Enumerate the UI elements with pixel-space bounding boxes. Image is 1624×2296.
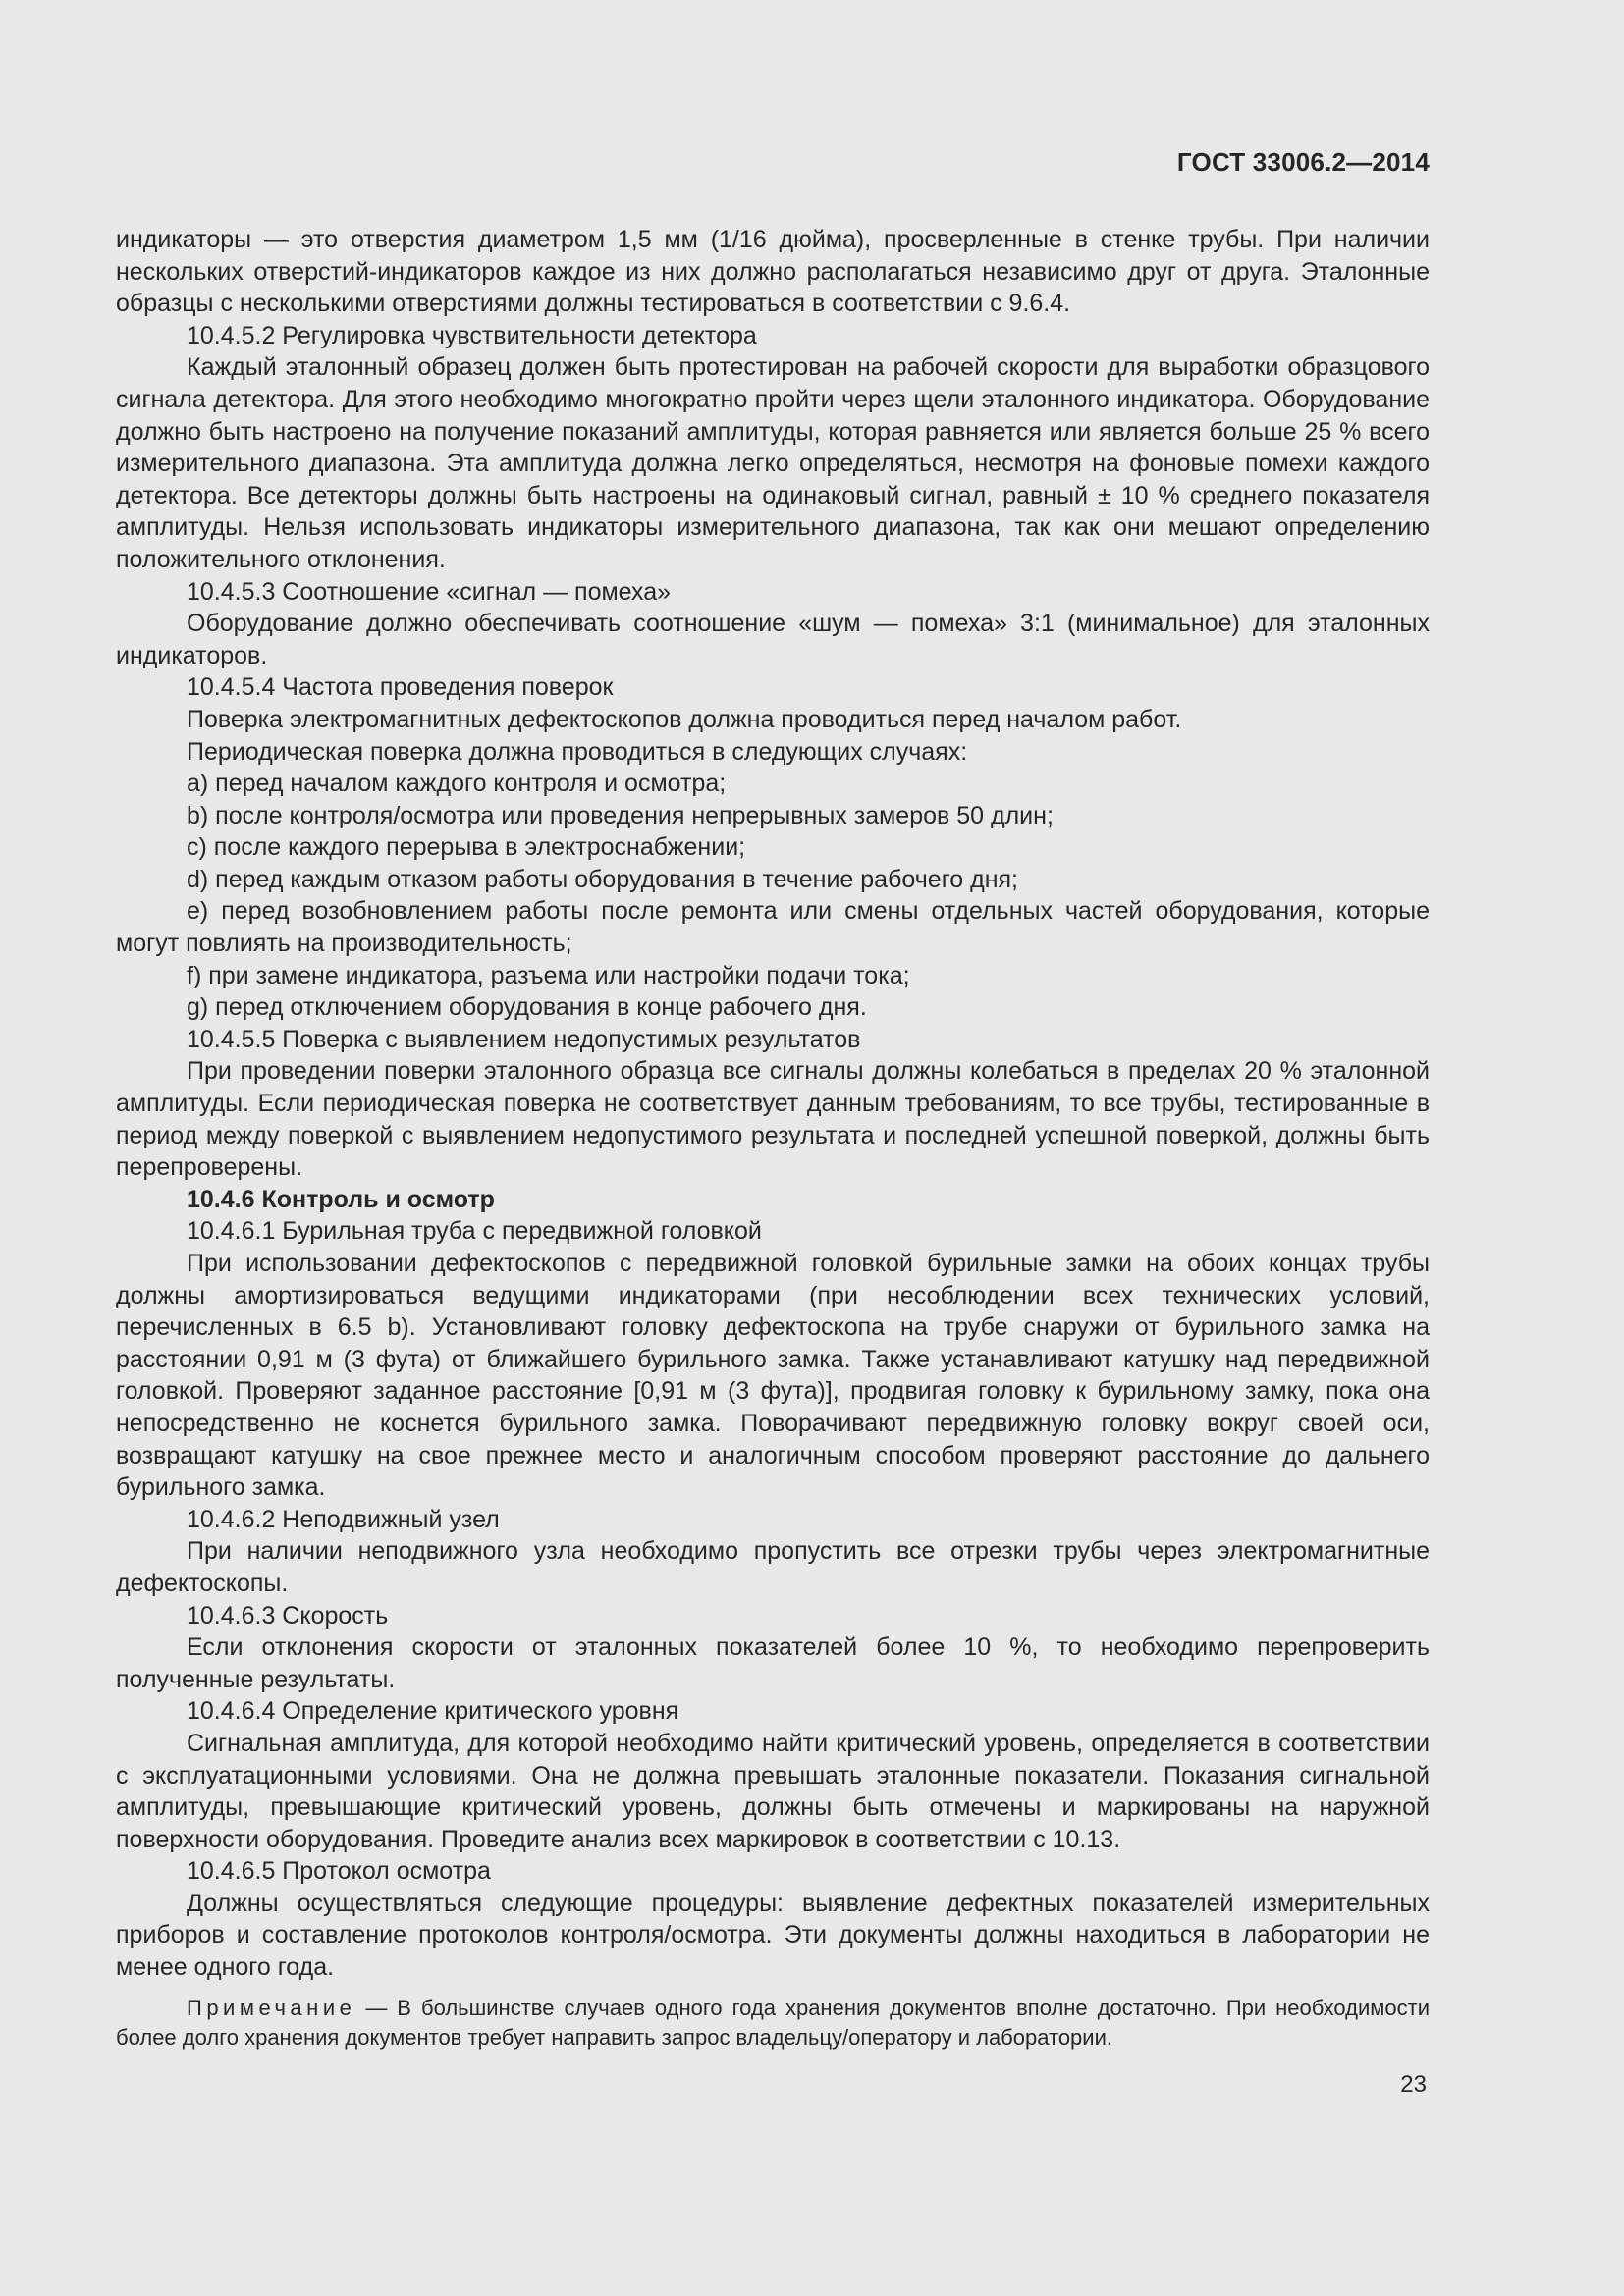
section-heading-10-4-6-4: 10.4.6.4 Определение критического уровня	[187, 1697, 679, 1726]
list-item: f) при замене индикатора, разъема или настройки подачи тока;	[187, 961, 910, 989]
section-heading-10-4-5-2: 10.4.5.2 Регулировка чувствительности детектора	[187, 321, 757, 349]
section-heading-10-4-5-3: 10.4.5.3 Соотношение «сигнал — помеха»	[187, 577, 672, 606]
list-item: b) после контроля/осмотра или проведения непрерывных замеров 50 длин;	[187, 801, 1054, 829]
paragraph: При использовании дефектоскопов с передвижной головкой бурильные замки на обоих концах трубы должны амортизироваться ведущими индикаторами (при несоблюдении всех технических условий, перечисленных в 6.5 b). Установливают головку дефектоскопа на трубе снаружи от бурильного замка на расстоянии 0,91 м (3 фута) от ближайшего бурильного замка. Также устанавливают катушку над передвижной головкой. Проверяют заданное расстояние [0,91 м (3 фута)], продвигая головку к бурильному замку, пока она непосредственно не коснется бурильного замка. Поворачивают передвижную головку вокруг своей оси, возвращают катушку на свое прежнее место и аналогичным способом проверяют расстояние до дальнего бурильного замка.	[116, 1250, 1430, 1502]
paragraph: Сигнальная амплитуда, для которой необходимо найти критический уровень, определяется в соответствии с эксплуатационными условиями. Она не должна превышать эталонные показатели. Показания сигнальной амплитуды, превышающие критический уровень, должны быть отмечены и маркированы на наружной поверхности оборудования. Проведите анализ всех маркировок в соответствии с 10.13.	[116, 1729, 1430, 1853]
document-body	[116, 224, 1430, 2053]
paragraph: При проведении поверки эталонного образца все сигналы должны колебаться в пределах 20 % эталонной амплитуды. Если периодическая поверка не соответствует данным требованиям, то все трубы, тестированные в период между поверкой с выявлением недопустимого результата и последней успешной поверкой, должны быть перепроверены.	[116, 1057, 1430, 1182]
paragraph-continuation: индикаторы — это отверстия диаметром 1,5 мм (1/16 дюйма), просверленные в стенке трубы. При наличии нескольких отверстий-индикаторов каждое из них должно располагаться независимо друг от друга. Эталонные образцы с несколькими отверстиями должны тестироваться в соответствии с 9.6.4.	[116, 226, 1430, 318]
section-heading-10-4-6-5: 10.4.6.5 Протокол осмотра	[187, 1857, 491, 1886]
note-label: Примечание	[187, 1995, 356, 2020]
list-item: g) перед отключением оборудования в конце рабочего дня.	[187, 993, 867, 1022]
section-heading-10-4-5-5: 10.4.5.5 Поверка с выявлением недопустимых результатов	[187, 1025, 861, 1053]
note	[116, 1994, 1430, 2053]
paragraph: Периодическая поверка должна проводиться в следующих случаях:	[187, 737, 968, 766]
paragraph: При наличии неподвижного узла необходимо пропустить все отрезки трубы через электромагнитные дефектоскопы.	[116, 1537, 1430, 1597]
paragraph: Оборудование должно обеспечивать соотношение «шум — помеха» 3:1 (минимальное) для эталонных индикаторов.	[116, 610, 1430, 669]
paragraph: Должны осуществляться следующие процедуры: выявление дефектных показателей измерительных приборов и составление протоколов контроля/осмотра. Эти документы должны находиться в лаборатории не менее одного года.	[116, 1889, 1430, 1982]
paragraph: Каждый эталонный образец должен быть протестирован на рабочей скорости для выработки образцового сигнала детектора. Для этого необходимо многократно пройти через щели эталонного индикатора. Оборудование должно быть настроено на получение показаний амплитуды, которая равняется или является больше 25 % всего измерительного диапазона. Эта амплитуда должна легко определяться, несмотря на фоновые помехи каждого детектора. Все детекторы должны быть настроены на одинаковый сигнал, равный ± 10 % среднего показателя амплитуды. Нельзя использовать индикаторы измерительного диапазона, так как они мешают определению положительного отклонения.	[116, 353, 1430, 573]
paragraph: Если отклонения скорости от эталонных показателей более 10 %, то необходимо перепроверить полученные результаты.	[116, 1633, 1430, 1693]
section-heading-10-4-5-4: 10.4.5.4 Частота проведения поверок	[187, 673, 614, 702]
list-item: a) перед началом каждого контроля и осмотра;	[187, 770, 727, 798]
page-number: 23	[1400, 2071, 1427, 2098]
section-heading-10-4-6-3: 10.4.6.3 Скорость	[187, 1601, 389, 1629]
list-item: e) перед возобновлением работы после ремонта или смены отдельных частей оборудования, которые могут повлиять на производительность;	[116, 897, 1430, 958]
list-item: c) после каждого перерыва в электроснабжении;	[187, 833, 746, 862]
paragraph: Поверка электромагнитных дефектоскопов должна проводиться перед началом работ.	[187, 705, 1182, 733]
note-text: — В большинстве случаев одного года хранения документов вполне достаточно. При необходимости более долго хранения документов требует направить запрос владельцу/оператору и лаборатории.	[116, 1995, 1430, 2050]
section-heading-10-4-6-2: 10.4.6.2 Неподвижный узел	[187, 1505, 500, 1533]
section-heading-10-4-6: 10.4.6 Контроль и осмотр	[187, 1185, 495, 1213]
list-item: d) перед каждым отказом работы оборудования в течение рабочего дня;	[187, 865, 1018, 893]
standard-header: ГОСТ 33006.2—2014	[1176, 147, 1430, 177]
section-heading-10-4-6-1: 10.4.6.1 Бурильная труба с передвижной головкой	[187, 1217, 762, 1246]
